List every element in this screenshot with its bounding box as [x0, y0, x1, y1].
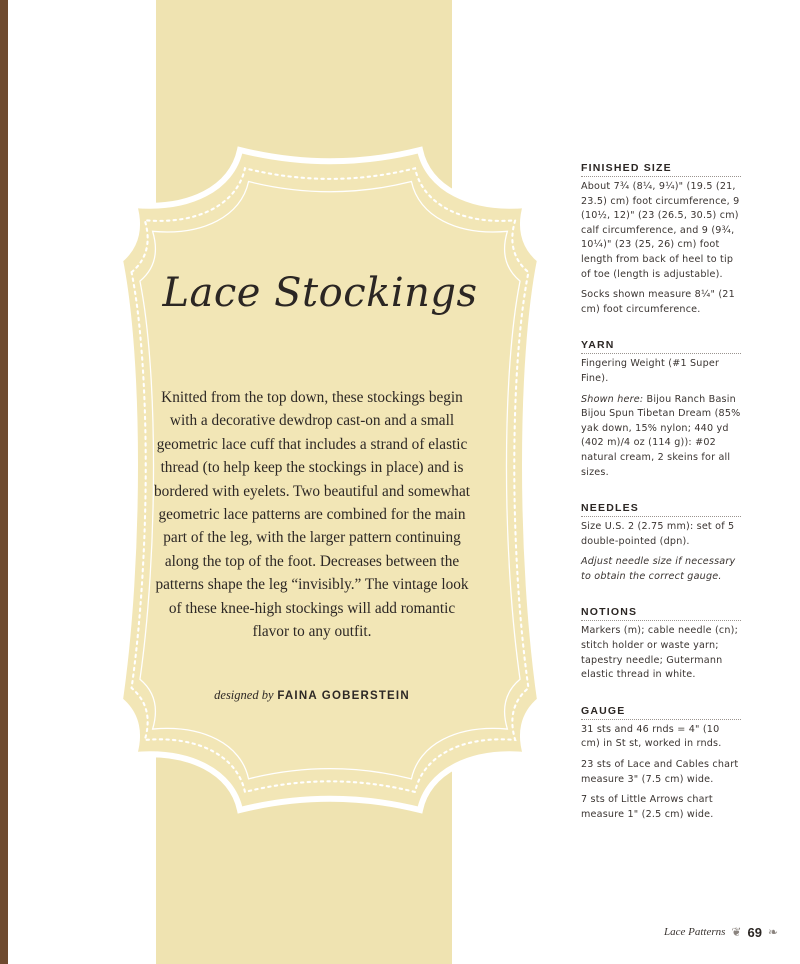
laurel-right-icon: ❧	[767, 925, 779, 939]
gauge-arrows-text: 7 sts of Little Arrows chart measure 1" (2.5 cm) wide.	[581, 794, 714, 820]
yarn-weight-text: Fingering Weight (#1 Super Fine).	[581, 358, 720, 384]
gauge-text: 31 sts and 46 rnds = 4" (10 cm) in St st, worked in rnds.	[581, 723, 722, 750]
needles-note	[581, 555, 741, 584]
yarn-section	[581, 333, 741, 480]
byline-prefix: designed by	[214, 688, 274, 702]
page-number: 69	[747, 924, 762, 940]
notions-section	[581, 600, 741, 682]
needles-section	[581, 496, 741, 584]
needles-text: Size U.S. 2 (2.75 mm): set of 5 double-pointed (dpn).	[581, 521, 735, 547]
needles-note-italic: Adjust needle size if necessary to obtain the correct gauge.	[581, 556, 736, 582]
pattern-title: Lace Stockings	[162, 270, 478, 316]
page-footer	[664, 920, 778, 944]
designer-byline	[150, 688, 474, 703]
finished-size-section	[581, 156, 741, 317]
shown-here-label: Shown here:	[581, 393, 644, 405]
notions-text: Markers (m); cable needle (cn); stitch holder or waste yarn; tapestry needle; Gutermann elastic thread in white.	[581, 625, 739, 681]
finished-size-text: About 7¾ (8¼, 9¼)" (19.5 (21, 23.5) cm) foot circumference, 9 (10½, 12)" (23 (26.5, 30.5) cm) calf circumference, and 9 (9¾, 10¼)" (23 (25, 26) cm) foot length from back of heel to tip of toe (length is adjustable).	[581, 181, 740, 280]
finished-size-note: Socks shown measure 8¼" (21 cm) foot circumference.	[581, 289, 735, 315]
section-heading: GAUGE	[581, 705, 741, 720]
gauge-section	[581, 699, 741, 823]
section-heading: YARN	[581, 339, 741, 354]
designer-name: FAINA GOBERSTEIN	[277, 690, 410, 702]
section-heading: NOTIONS	[581, 606, 741, 621]
section-heading: FINISHED SIZE	[581, 162, 741, 177]
section-heading: NEEDLES	[581, 502, 741, 517]
footer-section-name: Lace Patterns	[664, 926, 726, 938]
yarn-shown-detail: Bijou Ranch Basin Bijou Spun Tibetan Dream (85% yak down, 15% nylon; 440 yd (402 m)/4 oz (114 g)): #02 natural cream, 2 skeins for all sizes.	[581, 393, 741, 478]
pattern-intro: Knitted from the top down, these stockings begin with a decorative dewdrop cast-on and a small geometric lace cuff that includes a strand of elastic thread (to help keep the stockings in place) and is bordered with eyelets. Two beautiful and somewhat geometric lace patterns are combined for the main part of the leg, with the larger pattern continuing along the top of the foot. Decreases between the patterns shape the leg “invisibly.” The vintage look of these knee-high stockings will add romantic flavor to any outfit.	[154, 389, 470, 641]
pattern-details-sidebar	[581, 156, 741, 838]
laurel-left-icon: ❦	[731, 925, 742, 939]
gauge-chart-text: 23 sts of Lace and Cables chart measure 3" (7.5 cm) wide.	[581, 759, 739, 785]
yarn-shown-text	[581, 393, 741, 481]
